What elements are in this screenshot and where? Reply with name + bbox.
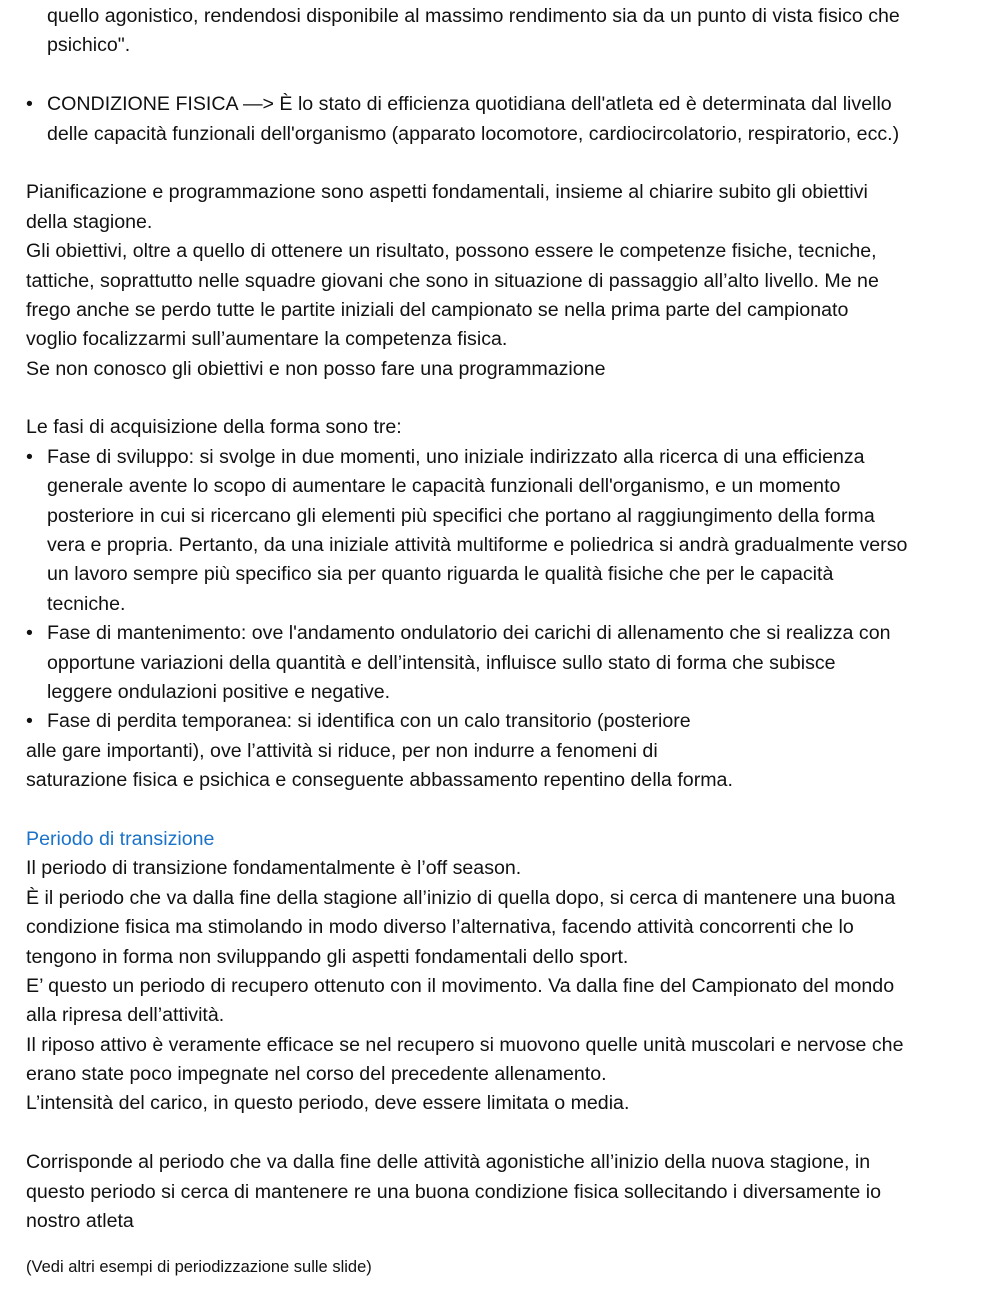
text-line: un lavoro sempre più specifico sia per quanto riguarda le qualità fisiche che per le capacità: [47, 563, 834, 586]
text-line: vera e propria. Pertanto, da una iniziale attività multiforme e poliedrica si andrà gradualmente verso: [47, 534, 908, 557]
fasi-intro: Le fasi di acquisizione della forma sono tre:: [26, 416, 402, 439]
text-line: quello agonistico, rendendosi disponibile al massimo rendimento sia da un punto di vista fisico che: [47, 5, 900, 27]
text-line: generale avente lo scopo di aumentare le capacità funzionali dell'organismo, e un momento: [47, 475, 841, 498]
transizione-section: [26, 825, 986, 1119]
paragraph-pianificazione: [26, 178, 986, 384]
text-line: tecniche.: [47, 592, 126, 615]
spacer: [26, 796, 986, 825]
bullet-item-fase-mantenimento: [26, 619, 986, 707]
text-line: CONDIZIONE FISICA —> È lo stato di efficienza quotidiana dell'atleta ed è determinata dal livello: [47, 93, 892, 116]
text-line: erano state poco impegnate nel corso del precedente allenamento.: [26, 1063, 607, 1086]
bullet-icon: •: [26, 622, 33, 645]
text-line: delle capacità funzionali dell'organismo (apparato locomotore, cardiocircolatorio, respiratorio, ecc.): [47, 122, 900, 145]
bullet-item-condizione-fisica: [26, 90, 986, 149]
text-line: Corrisponde al periodo che va dalla fine delle attività agonistiche all’inizio della nuova stagione, in: [26, 1151, 871, 1174]
text-line: Fase di mantenimento: ove l'andamento ondulatorio dei carichi di allenamento che si realizza con: [47, 622, 891, 645]
text-line: psichico".: [47, 34, 131, 57]
text-line: alle gare importanti), ove l’attività si riduce, per non indurre a fenomeni di: [26, 739, 658, 762]
text-line: tattiche, soprattutto nelle squadre giovani che sono in situazione di passaggio all’alto livello. Me ne: [26, 269, 879, 292]
text-line: saturazione fisica e psichica e conseguente abbassamento repentino della forma.: [26, 769, 733, 792]
text-line: opportune variazioni della quantità e dell’intensità, influisce sullo stato di forma che subisce: [47, 651, 836, 674]
text-line: frego anche se perdo tutte le partite iniziali del campionato se nella prima parte del campionato: [26, 298, 849, 321]
text-line: Il riposo attivo è veramente efficace se nel recupero si muovono quelle unità muscolari e nervose che: [26, 1033, 904, 1056]
bullet-icon: •: [26, 445, 33, 468]
bullet-item-fase-sviluppo: [26, 443, 986, 619]
intro-quote-continuation: [26, 2, 986, 61]
text-line: voglio focalizzarmi sull’aumentare la competenza fisica.: [26, 328, 508, 351]
text-line: della stagione.: [26, 210, 153, 233]
text-line: Se non conosco gli obiettivi e non posso fare una programmazione: [26, 357, 606, 380]
paragraph-corrisponde: [26, 1148, 986, 1236]
document-page: [26, 2, 986, 1278]
spacer: [26, 149, 986, 178]
text-line: È il periodo che va dalla fine della stagione all’inizio di quella dopo, si cerca di mantenere una buona: [26, 886, 896, 909]
text-line: Fase di sviluppo: si svolge in due momenti, uno iniziale indirizzato alla ricerca di una efficienza: [47, 445, 865, 468]
text-line: Fase di perdita temporanea: si identifica con un calo transitorio (posteriore: [47, 710, 691, 733]
spacer: [26, 1119, 986, 1148]
text-line: leggere ondulazioni positive e negative.: [47, 680, 391, 703]
footnote: (Vedi altri esempi di periodizzazione sulle slide): [26, 1258, 372, 1277]
text-line: Pianificazione e programmazione sono aspetti fondamentali, insieme al chiarire subito gli obiettivi: [26, 181, 868, 204]
fasi-section: [26, 413, 986, 795]
text-line: Il periodo di transizione fondamentalmente è l’off season.: [26, 857, 522, 880]
text-line: posteriore in cui si ricercano gli elementi più specifici che portano al raggiungimento della forma: [47, 504, 875, 527]
bullet-item-fase-perdita: [26, 707, 986, 795]
bullet-icon: •: [26, 93, 33, 116]
text-line: E’ questo un periodo di recupero ottenuto con il movimento. Va dalla fine del Campionato del mondo: [26, 974, 895, 997]
section-heading: Periodo di transizione: [26, 827, 215, 850]
text-line: tengono in forma non sviluppando gli aspetti fondamentali dello sport.: [26, 945, 629, 968]
text-line: Gli obiettivi, oltre a quello di ottenere un risultato, possono essere le competenze fisiche, tecniche,: [26, 240, 877, 263]
spacer: [26, 384, 986, 413]
text-line: questo periodo si cerca di mantenere re una buona condizione fisica sollecitando i diversamente io: [26, 1180, 882, 1203]
text-line: nostro atleta: [26, 1210, 134, 1233]
spacer: [26, 61, 986, 90]
text-line: L’intensità del carico, in questo periodo, deve essere limitata o media.: [26, 1092, 630, 1115]
text-line: condizione fisica ma stimolando in modo diverso l’alternativa, facendo attività concorrenti che lo: [26, 916, 854, 939]
text-line: alla ripresa dell’attività.: [26, 1004, 225, 1027]
bullet-icon: •: [26, 710, 33, 733]
